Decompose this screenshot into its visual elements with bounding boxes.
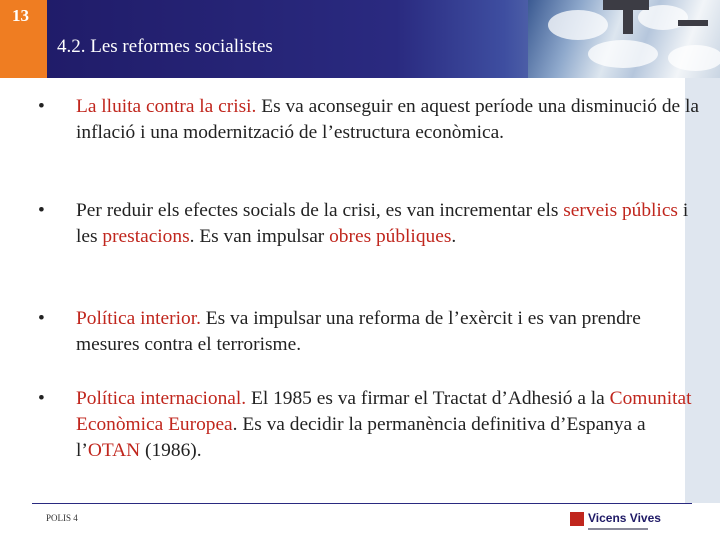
bullet-text: Es va impulsar una reforma de l’exèrcit i es van prendre mesures contra el terrorisme. [76,308,641,355]
bullet-item [38,306,701,358]
bullet-text: Es va aconseguir en aquest període una disminució de la inflació i una modernització de l’estructura econòmica. [76,96,699,143]
bullet-text: . Es va decidir la permanència definitiva d’Espanya a l’ [76,414,646,461]
highlighted-term: serveis públics [563,200,678,221]
logo-mark-icon [570,512,584,526]
bullet-text: Per reduir els efectes socials de la crisi, es van incrementar els [76,200,564,221]
bullet-item [38,94,701,146]
footer-left-text: POLIS 4 [46,513,78,523]
highlighted-term: Comunitat Econòmica Europea [76,388,692,435]
bullet-item [38,198,701,250]
bullet-marker: • [38,388,45,409]
bullet-text: (1986). [140,440,202,461]
slide-title: 4.2. Les reformes socialistes [57,36,273,57]
highlighted-term: prestacions [102,226,190,247]
highlighted-term: Política internacional. [76,388,247,409]
bullet-marker: • [38,96,45,117]
slide-header [0,0,720,78]
bullet-text: i les [76,200,689,247]
vicens-vives-logo [570,510,661,534]
bullet-text: . [451,226,457,247]
highlighted-term: Política interior. [76,308,201,329]
highlighted-term: OTAN [87,440,141,461]
footer-divider [32,503,692,504]
bullet-marker: • [38,308,45,329]
logo-text: Vicens Vives [588,511,661,525]
header-space-photo [528,0,720,78]
slide-number: 13 [12,6,29,25]
logo-subline [588,528,648,530]
highlighted-term: La lluita contra la crisi. [76,96,257,117]
slide-number-box [0,0,47,78]
highlighted-term: obres públiques [329,226,452,247]
bullet-text: El 1985 es va firmar el Tractat d’Adhesió a la [246,388,610,409]
bullet-item [38,386,701,464]
bullet-text: . Es van impulsar [189,226,330,247]
bullet-marker: • [38,200,45,221]
